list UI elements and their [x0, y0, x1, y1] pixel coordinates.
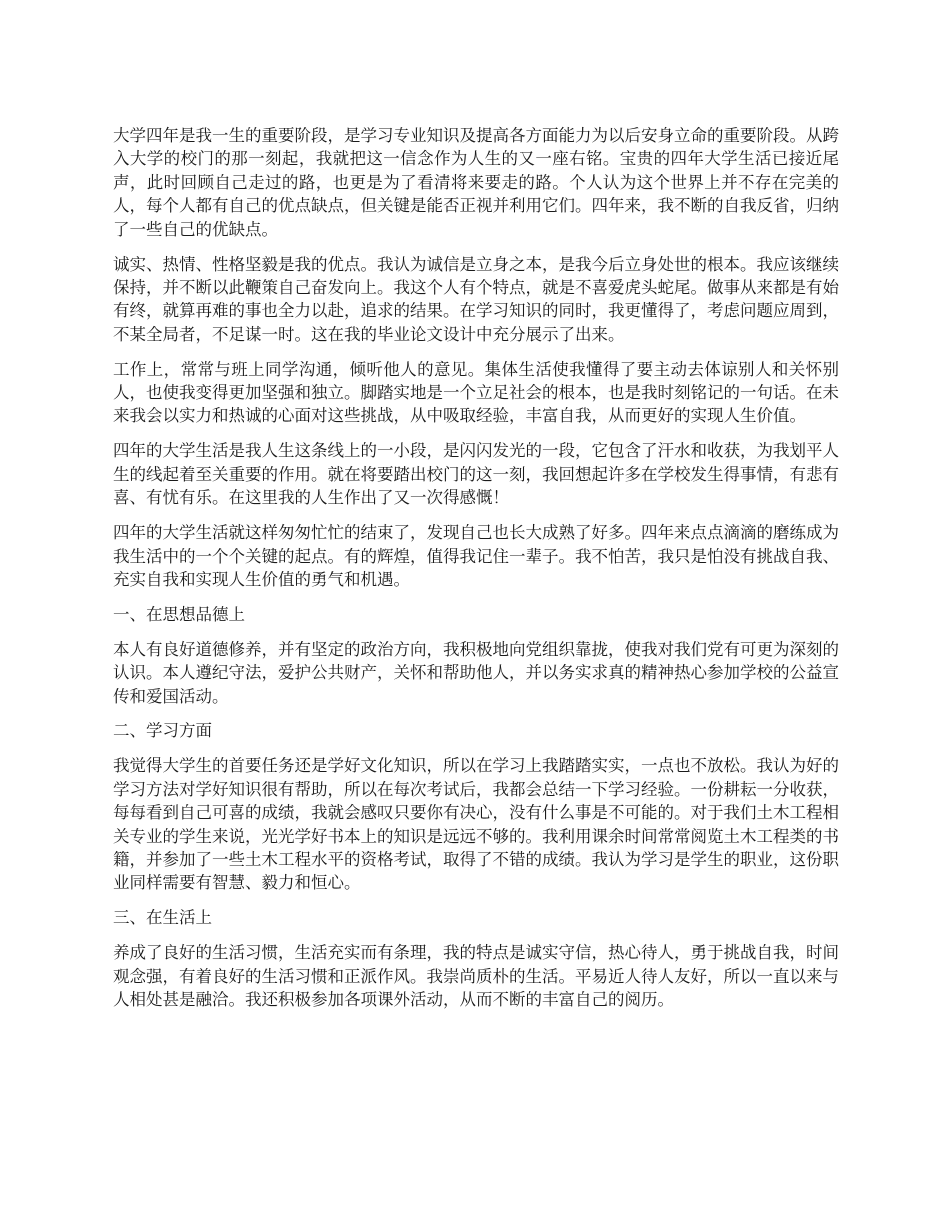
reflection-paragraph: 四年的大学生活是我人生这条线上的一小段，是闪闪发光的一段，它包含了汗水和收获，为我划平人生的线起着至关重要的作用。就在将要踏出校门的这一刻，我回想起许多在学校发生得事情，有悲有喜、有忧有乐。在这里我的人生作出了又一次得感慨！ — [113, 441, 839, 508]
morality-paragraph: 本人有良好道德修养，并有坚定的政治方向，我积极地向党组织靠拢，使我对我们党有可更为深刻的认识。本人遵纪守法，爱护公共财产，关怀和帮助他人，并以务实求真的精神热心参加学校的公益宣传和爱国活动。 — [113, 639, 839, 706]
strengths-paragraph: 诚实、热情、性格坚毅是我的优点。我认为诚信是立身之本，是我今后立身处世的根本。我应该继续保持，并不断以此鞭策自己奋发向上。我这个人有个特点，就是不喜爱虎头蛇尾。做事从来都是有始有终，就算再难的事也全力以赴，追求的结果。在学习知识的同时，我更懂得了，考虑问题应周到，不某全局者，不足谋一时。这在我的毕业论文设计中充分展示了出来。 — [113, 254, 839, 344]
study-paragraph: 我觉得大学生的首要任务还是学好文化知识，所以在学习上我踏踏实实，一点也不放松。我认为好的学习方法对学好知识很有帮助，所以在每次考试后，我都会总结一下学习经验。一份耕耘一分收获，每每看到自己可喜的成绩，我就会感叹只要你有决心，没有什么事是不可能的。对于我们土木工程相关专业的学生来说，光光学好书本上的知识是远远不够的。我利用课余时间常常阅览土木工程类的书籍，并参加了一些土木工程水平的资格考试，取得了不错的成绩。我认为学习是学生的职业，这份职业同样需要有智慧、毅力和恒心。 — [113, 756, 839, 893]
intro-paragraph: 大学四年是我一生的重要阶段，是学习专业知识及提高各方面能力为以后安身立命的重要阶段。从跨入大学的校门的那一刻起，我就把这一信念作为人生的又一座右铭。宝贵的四年大学生活已接近尾声，此时回顾自己走过的路，也更是为了看清将来要走的路。个人认为这个世界上并不存在完美的人，每个人都有自己的优点缺点，但关键是能否正视并利用它们。四年来，我不断的自我反省，归纳了一些自己的优缺点。 — [113, 126, 839, 239]
work-paragraph: 工作上，常常与班上同学沟通，倾听他人的意见。集体生活使我懂得了要主动去体谅别人和关怀别人，也使我变得更加坚强和独立。脚踏实地是一个立足社会的根本，也是我时刻铭记的一句话。在未来我会以实力和热诚的心面对这些挑战，从中吸取经验，丰富自我，从而更好的实现人生价值。 — [113, 359, 839, 426]
section-heading-study: 二、学习方面 — [113, 721, 212, 741]
section-heading-life: 三、在生活上 — [113, 908, 212, 928]
document-body — [113, 124, 839, 1023]
life-paragraph: 养成了良好的生活习惯，生活充实而有条理，我的特点是诚实守信，热心待人，勇于挑战自我，时间观念强，有着良好的生活习惯和正派作风。我崇尚质朴的生活。平易近人待人友好，所以一直以来与人相处甚是融洽。我还积极参加各项课外活动，从而不断的丰富自己的阅历。 — [113, 943, 839, 1009]
summary-paragraph: 四年的大学生活就这样匆匆忙忙的结束了，发现自己也长大成熟了好多。四年来点点滴滴的磨练成为我生活中的一个个关键的起点。有的辉煌，值得我记住一辈子。我不怕苦，我只是怕没有挑战自我、充实自我和实现人生价值的勇气和机遇。 — [113, 523, 839, 589]
section-heading-morality: 一、在思想品德上 — [113, 604, 245, 624]
